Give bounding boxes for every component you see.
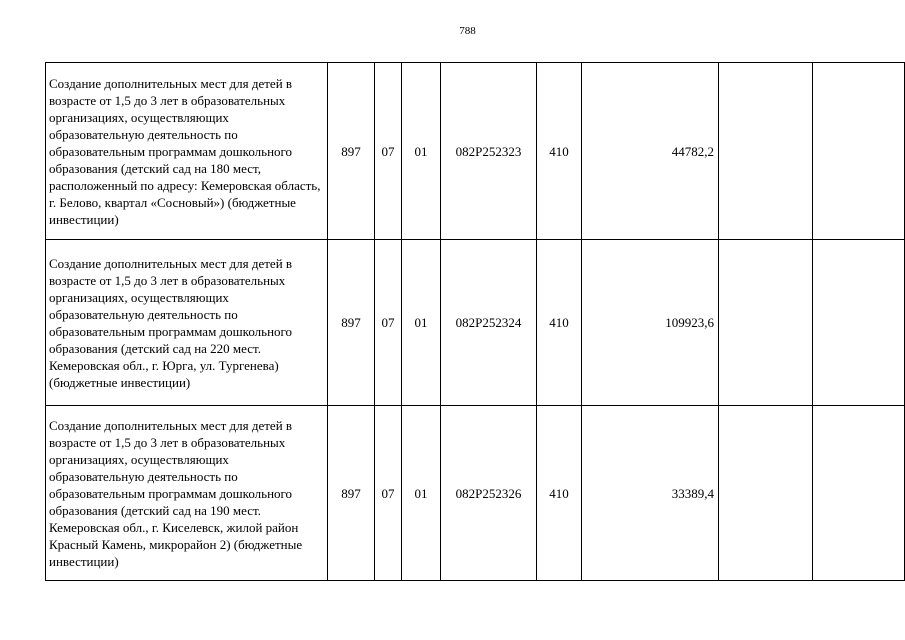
expense-type-cell: 410 [537, 63, 582, 240]
amount-cell: 109923,6 [582, 240, 719, 406]
description-cell: Создание дополнительных мест для детей в возрасте от 1,5 до 3 лет в образовательных организациях, осуществляющих образовательную деятельность по образовательным программам дошкольного образования (детский сад на 190 мест. Кемеровская обл., г. Киселевск, жилой район Красный Камень, микрорайон 2) (бюджетные инвестиции) [46, 406, 328, 581]
subsection-code-cell: 01 [402, 240, 441, 406]
expense-type-cell: 410 [537, 406, 582, 581]
subsection-code-cell: 01 [402, 63, 441, 240]
section-code-cell: 07 [375, 63, 402, 240]
empty-cell [719, 406, 813, 581]
empty-cell [719, 240, 813, 406]
expense-type-cell: 410 [537, 240, 582, 406]
empty-cell [719, 63, 813, 240]
target-article-cell: 082P252323 [441, 63, 537, 240]
ministry-code-cell: 897 [328, 240, 375, 406]
table-row [46, 240, 905, 406]
empty-cell [813, 406, 905, 581]
subsection-code-cell: 01 [402, 406, 441, 581]
budget-table [45, 62, 905, 581]
amount-cell: 44782,2 [582, 63, 719, 240]
description-cell: Создание дополнительных мест для детей в возрасте от 1,5 до 3 лет в образовательных организациях, осуществляющих образовательную деятельность по образовательным программам дошкольного образования (детский сад на 180 мест, расположенный по адресу: Кемеровская область, г. Белово, квартал «Сосновый») (бюджетные инвестиции) [46, 63, 328, 240]
empty-cell [813, 63, 905, 240]
description-cell: Создание дополнительных мест для детей в возрасте от 1,5 до 3 лет в образовательных организациях, осуществляющих образовательную деятельность по образовательным программам дошкольного образования (детский сад на 220 мест. Кемеровская обл., г. Юрга, ул. Тургенева) (бюджетные инвестиции) [46, 240, 328, 406]
table-row [46, 406, 905, 581]
page-number: 788 [459, 25, 476, 37]
section-code-cell: 07 [375, 240, 402, 406]
table-row [46, 63, 905, 240]
section-code-cell: 07 [375, 406, 402, 581]
empty-cell [813, 240, 905, 406]
target-article-cell: 082P252324 [441, 240, 537, 406]
ministry-code-cell: 897 [328, 63, 375, 240]
amount-cell: 33389,4 [582, 406, 719, 581]
target-article-cell: 082P252326 [441, 406, 537, 581]
ministry-code-cell: 897 [328, 406, 375, 581]
